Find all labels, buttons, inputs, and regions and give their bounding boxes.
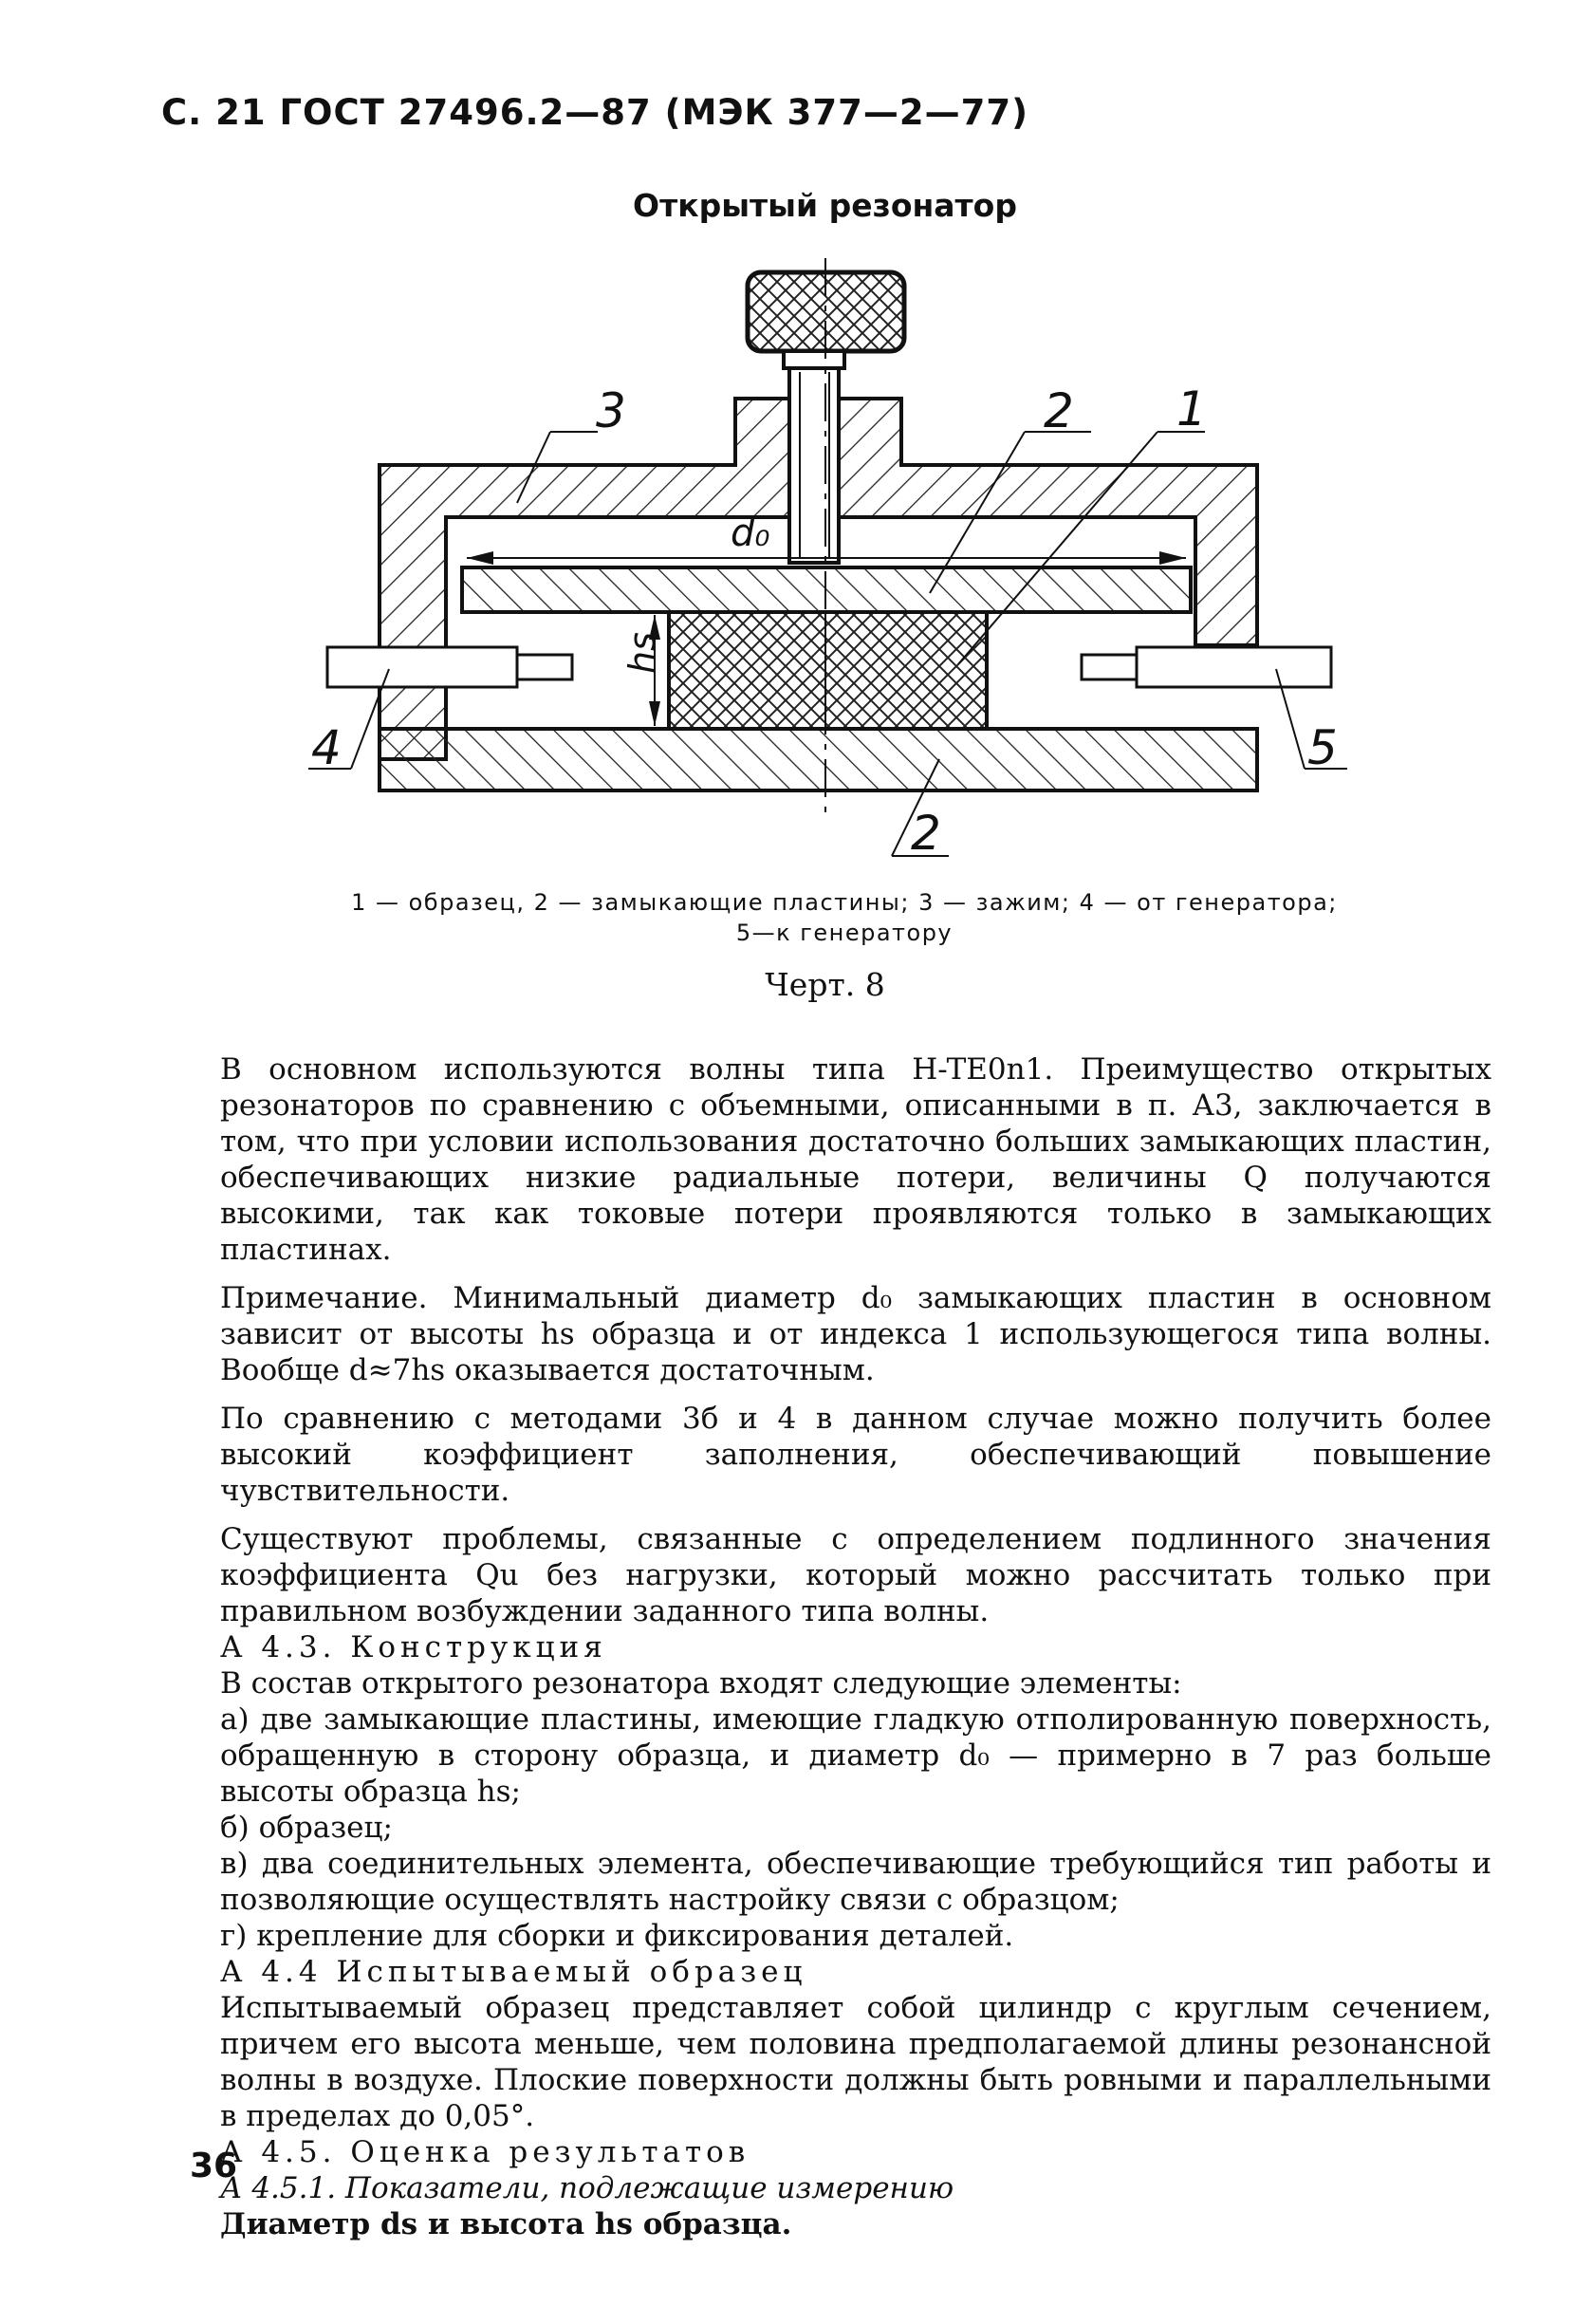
paragraph-waves: В основном используются волны типа H-TE0n1. Преимущество открытых резонаторов по сравнению с объемными, описанными в п. А3, заключается в том, что при условии использования достаточно больших замыкающих пластин, обеспечивающих низкие радиальные потери, величины Q получаются высокими, так как токовые потери проявляются только в замыкающих пластинах. (220, 1052, 1491, 1267)
paragraph-elements-intro: В состав открытого резонатора входят следующие элементы: (220, 1666, 1182, 1701)
paragraph-note: Примечание. Минимальный диаметр d₀ замыкающих пластин в основном зависит от высоты hs образца и от индекса 1 использующегося типа волны. Вообще d≈7hs оказывается достаточным. (220, 1281, 1491, 1387)
label-1: 1 (1176, 381, 1207, 437)
label-hs: hs (621, 632, 663, 674)
subsection-heading: А 4.5.1. Показатели, подлежащие измерению (220, 2171, 954, 2205)
section-heading-evaluation: А 4.5. Оценка результатов (220, 2135, 750, 2169)
section-heading-construction: А 4.3. Конструкция (220, 1630, 607, 1664)
label-5: 5 (1307, 720, 1338, 775)
figure-caption: Черт. 8 (765, 966, 885, 1003)
list-item-g: г) крепление для сборки и фиксирования деталей. (220, 1919, 1014, 1953)
list-item-v: в) два соединительных элемента, обеспечивающие требующийся тип работы и позволяющие осуществлять настройку связи с образцом; (220, 1847, 1491, 1917)
figure-title: Открытый резонатор (633, 187, 1017, 224)
list-item-a: а) две замыкающие пластины, имеющие гладкую отполированную поверхность, обращенную в сторону образца, и диаметр d₀ — примерно в 7 раз больше высоты образца hs; (220, 1702, 1491, 1809)
resonator-drawing (304, 256, 1357, 864)
label-2-top: 2 (1044, 383, 1074, 438)
page-header: С. 21 ГОСТ 27496.2—87 (МЭК 377—2—77) (161, 92, 1029, 133)
paragraph-sample: Испытываемый образец представляет собой цилиндр с круглым сечением, причем его высота меньше, чем половина предполагаемой длины резонансной волны в воздухе. Плоские поверхности должны быть ровными и параллельными в пределах до 0,05°. (220, 1991, 1491, 2133)
paragraph-comparison: По сравнению с методами 3б и 4 в данном случае можно получить более высокий коэффициент заполнения, обеспечивающий повышение чувствительности. (220, 1402, 1491, 1508)
legend-line-2: 5—к генератору (735, 920, 954, 946)
coupling-probe-left (327, 647, 572, 687)
closing-plate-bottom (380, 729, 1257, 790)
list-item-b: б) образец; (220, 1811, 393, 1845)
legend-line-1: 1 — образец, 2 — замыкающие пластины; 3 — зажим; 4 — от генератора; (351, 889, 1338, 916)
body-text (220, 1051, 1491, 2242)
coupling-probe-right (1082, 647, 1331, 687)
label-d0: d₀ (731, 511, 770, 555)
label-3: 3 (596, 383, 626, 438)
paragraph-problems: Существуют проблемы, связанные с определением подлинного значения коэффициента Qu без нагрузки, который можно рассчитать только при правильном возбуждении заданного типа волны. (220, 1522, 1491, 1628)
page-number: 36 (190, 2147, 238, 2185)
paragraph-diameter: Диаметр ds и высота hs образца. (220, 2207, 792, 2241)
figure-legend (218, 887, 1471, 948)
label-4: 4 (311, 720, 342, 775)
section-heading-sample: А 4.4 Испытываемый образец (220, 1955, 807, 1989)
label-2-bottom: 2 (911, 806, 941, 861)
sample (669, 612, 987, 729)
